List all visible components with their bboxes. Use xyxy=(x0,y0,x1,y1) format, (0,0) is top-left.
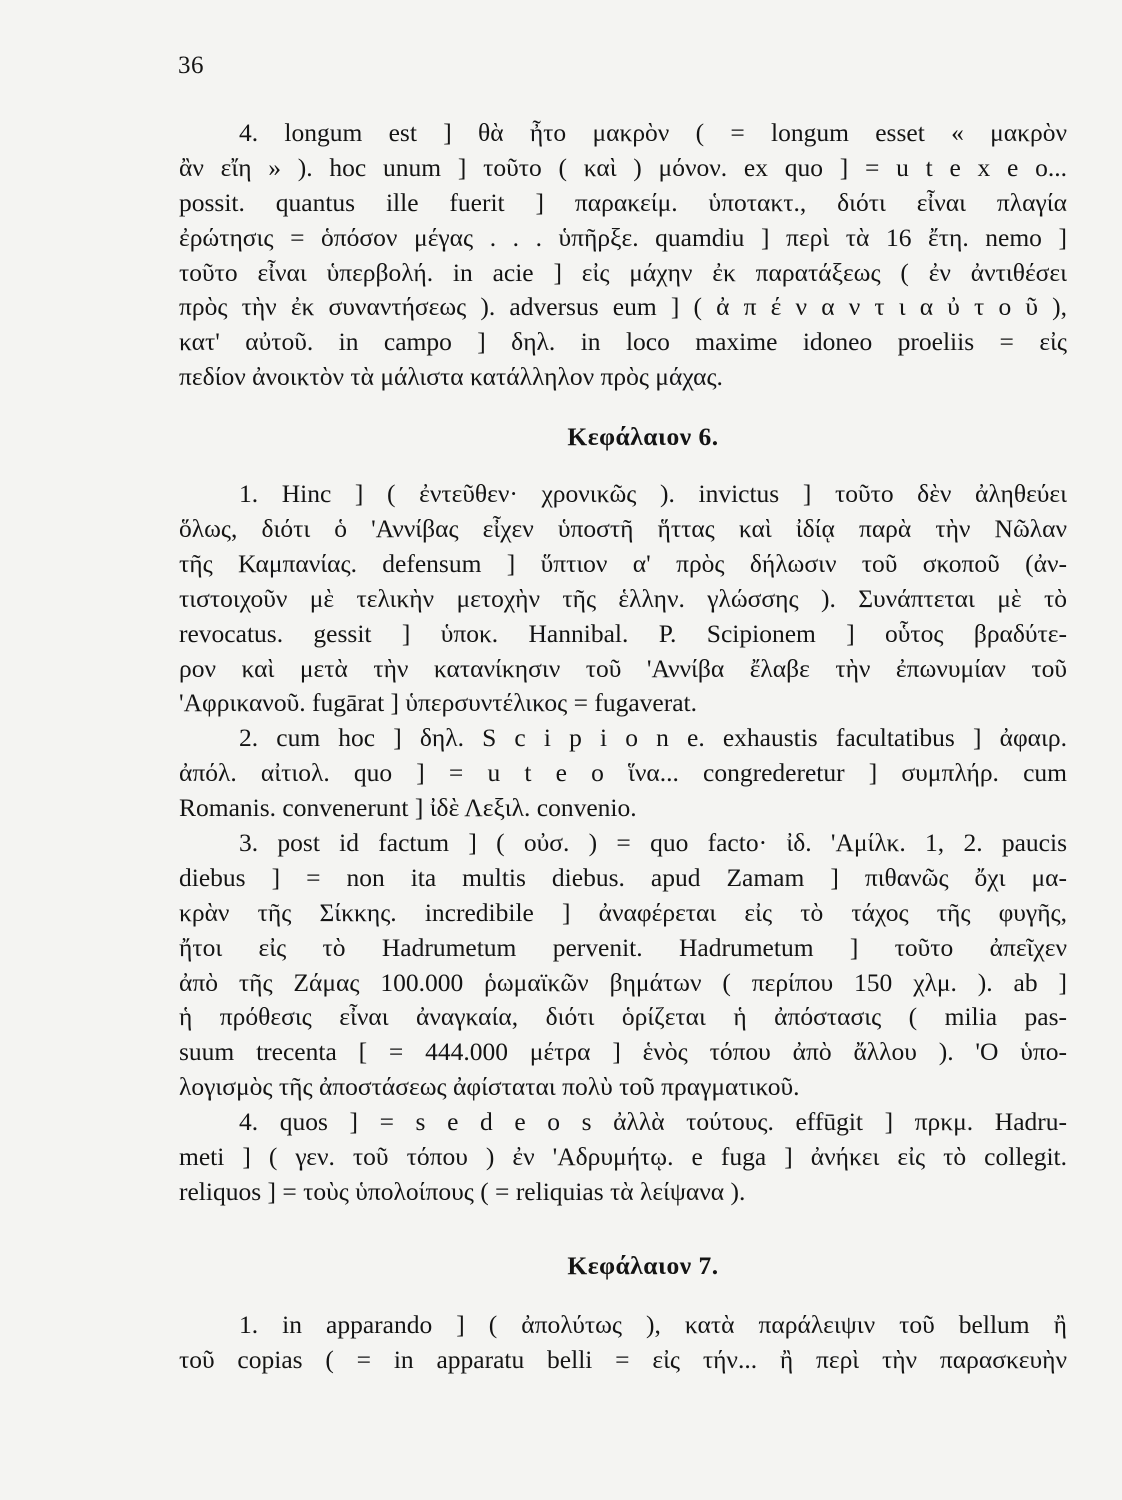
text-line: 4. longum est ] θὰ ἦτο μακρὸν ( = longum esset « μακρὸν xyxy=(239,118,1067,147)
text-line: ἤτοι εἰς τὸ Hadrumetum pervenit. Hadrumetum ] τοῦτο ἀπεῖχεν xyxy=(179,932,1067,962)
text-line: 3. post id factum ] ( οὐσ. ) = quo facto· ἰδ. 'Αμίλκ. 1, 2. paucis xyxy=(239,828,1067,858)
text-line: Romanis. convenerunt ] ἰδὲ Λεξιλ. convenio. xyxy=(179,793,637,823)
chapter-7-notes xyxy=(179,1308,1067,1378)
chapter-7-heading: Κεφάλαιον 7. xyxy=(567,1250,719,1280)
text-line: κρὰν τῆς Σίκκης. incredibile ] ἀναφέρεται εἰς τὸ τάχος τῆς φυγῆς, xyxy=(179,897,1067,927)
text-line: τιστοιχοῦν μὲ τελικὴν μετοχὴν τῆς ἑλλην. γλώσσης ). Συνάπτεται μὲ τὸ xyxy=(179,583,1067,613)
text-line: ἀπόλ. αἰτιολ. quo ] = u t e o ἵνα... congrederetur ] συμπλήρ. cum xyxy=(179,758,1067,788)
text-block xyxy=(179,116,1067,1378)
text-line: ἀπὸ τῆς Ζάμας 100.000 ῥωμαϊκῶν βημάτων ( περίπου 150 χλμ. ). ab ] xyxy=(179,967,1067,997)
text-line: ἂν εἴη » ). hoc unum ] τοῦτο ( καὶ ) μόνον. ex quo ] = u t e x e o... xyxy=(179,152,1067,182)
page-number: 36 xyxy=(178,52,204,79)
text-line: diebus ] = non ita multis diebus. apud Zamam ] πιθανῶς ὄχι μα- xyxy=(179,862,1067,892)
chapter-6-notes xyxy=(179,477,1067,1210)
text-line: πεδίον ἀνοικτὸν τὰ μάλιστα κατάλληλον πρὸς μάχας. xyxy=(179,362,723,392)
text-line: ρον καὶ μετὰ τὴν κατανίκησιν τοῦ 'Αννίβα ἔλαβε τὴν ἐπωνυμίαν τοῦ xyxy=(179,653,1067,683)
text-line: 2. cum hoc ] δηλ. S c i p i o n e. exhaustis facultatibus ] ἀφαιρ. xyxy=(239,723,1067,753)
text-line: possit. quantus ille fuerit ] παρακείμ. ὑποτακτ., διότι εἶναι πλαγία xyxy=(179,187,1067,217)
text-line: suum trecenta [ = 444.000 μέτρα ] ἑνὸς τόπου ἀπὸ ἄλλου ). 'Ο ὑπο- xyxy=(179,1037,1067,1067)
text-line: ὅλως, διότι ὁ 'Αννίβας εἶχεν ὑποστῆ ἥττας καὶ ἰδίᾳ παρὰ τὴν Νῶλαν xyxy=(179,514,1067,544)
section-notes-continued xyxy=(179,116,1067,395)
text-line: 1. Hinc ] ( ἐντεῦθεν· χρονικῶς ). invictus ] τοῦτο δὲν ἀληθεύει xyxy=(239,479,1067,509)
chapter-6-heading: Κεφάλαιον 6. xyxy=(567,422,719,452)
text-line: revocatus. gessit ] ὑποκ. Hannibal. P. Scipionem ] οὗτος βραδύτε- xyxy=(179,618,1067,648)
text-line: πρὸς τὴν ἐκ συναντήσεως ). adversus eum ] ( ἀ π έ ν α ν τ ι α ὐ τ ο ῦ ), xyxy=(179,292,1067,322)
text-line: meti ] ( γεν. τοῦ τόπου ) ἐν 'Αδρυμήτῳ. e fuga ] ἀνήκει εἰς τὸ collegit. xyxy=(179,1142,1067,1172)
text-line: ἐρώτησις = ὁπόσον μέγας . . . ὑπῆρξε. quamdiu ] περὶ τὰ 16 ἔτη. nemo ] xyxy=(179,222,1067,252)
text-line: 1. in apparando ] ( ἀπολύτως ), κατὰ παράλειψιν τοῦ bellum ἢ xyxy=(239,1309,1067,1339)
text-line: ἡ πρόθεσις εἶναι ἀναγκαία, διότι ὁρίζεται ἡ ἀπόστασις ( milia pas- xyxy=(179,1002,1067,1032)
text-line: 4. quos ] = s e d e o s ἀλλὰ τούτους. effūgit ] πρκμ. Hadru- xyxy=(239,1107,1067,1137)
text-line: 'Αφρικανοῦ. fugārat ] ὑπερσυντέλικος = fugaverat. xyxy=(179,688,698,718)
text-line: τοῦτο εἶναι ὑπερβολή. in acie ] εἰς μάχην ἐκ παρατάξεως ( ἐν ἀντιθέσει xyxy=(179,257,1067,287)
text-line: κατ' αὐτοῦ. in campo ] δηλ. in loco maxime idoneo proeliis = εἰς xyxy=(179,327,1067,357)
text-line: λογισμὸς τῆς ἀποστάσεως ἀφίσταται πολὺ τοῦ πραγματικοῦ. xyxy=(179,1072,800,1102)
text-line: τοῦ copias ( = in apparatu belli = εἰς τήν... ἢ περὶ τὴν παρασκευὴν xyxy=(179,1344,1067,1374)
text-line: τῆς Καμπανίας. defensum ] ὕπτιον α' πρὸς δήλωσιν τοῦ σκοποῦ (ἀν- xyxy=(179,548,1067,578)
text-line: reliquos ] = τοὺς ὑπολοίπους ( = reliquias τὰ λείψανα ). xyxy=(179,1176,746,1206)
